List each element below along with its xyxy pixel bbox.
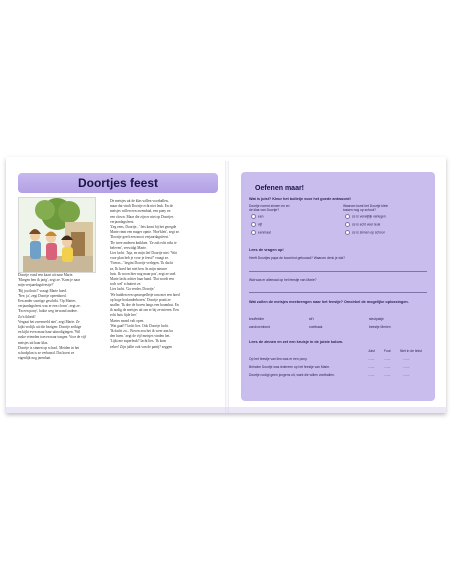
column-header-fout: Fout	[384, 349, 391, 353]
story-line: Zo'n ikheid!	[18, 314, 36, 319]
story-title: Doortjes feest	[77, 176, 159, 190]
story-line: Vergaat het zwemveld niet', zegt Marie. Ze	[18, 319, 80, 324]
answer-cell[interactable]: .......	[403, 373, 410, 377]
answer-cell[interactable]: .......	[403, 365, 410, 369]
story-line: beleven', verwidgt Marie.	[110, 245, 147, 250]
story-line: 'Bij jou thuis?' vraagt Marie hoed.	[18, 288, 67, 293]
radio-bullet-icon[interactable]	[251, 214, 256, 219]
option-1b-3[interactable]	[345, 230, 384, 235]
answer-cell[interactable]: .......	[384, 365, 391, 369]
word-option[interactable]: sit'r	[309, 317, 315, 321]
answer-line[interactable]	[249, 271, 427, 272]
story-line: 'De twee anderen knikken. 'Ze zah echt niks te	[110, 240, 177, 245]
question-1a-label-2: de klas van Doortje?	[249, 208, 280, 212]
girls-at-door-illustration	[19, 198, 95, 272]
bottom-band	[6, 407, 446, 413]
answer-cell[interactable]: .......	[403, 357, 410, 361]
story-line: meisjes willen een zwembad, een pony en	[110, 209, 171, 214]
statement-row: Op het feestje van lies was er een pony.	[249, 357, 308, 361]
story-line: en kijkt even maar haar uitnodigingen. 'Wil	[18, 330, 81, 335]
book-gutter	[225, 161, 229, 413]
radio-bullet-icon[interactable]	[345, 214, 350, 219]
story-line: 'Voeras...' begint Doortje verlegen. 'Ik dacht	[110, 261, 173, 266]
statement-row: Behalve Doortje was iedereen op het feestje van Marie.	[249, 365, 331, 369]
option-label: ze is echt veer leuk	[352, 222, 381, 227]
story-line: huis. Ik woon hier nog maar pas', zegt ze snel.	[110, 271, 177, 276]
story-line: 'Lijkt me superleuk!' lacht lies. 'Ik kom	[110, 339, 167, 344]
word-option[interactable]: sleutpakje	[369, 317, 384, 321]
word-option[interactable]: beestje Merien	[369, 325, 391, 329]
exercise-title: Oefenen maar!	[255, 185, 305, 192]
option-1b-1[interactable]	[345, 214, 386, 219]
answer-cell[interactable]: .......	[368, 365, 375, 369]
option-1a-1[interactable]	[251, 214, 264, 219]
story-column-2	[110, 199, 218, 350]
story-line: Martes mond valt open.	[110, 318, 145, 323]
story-line: 'Morgen ben ik jarig', zegt ze. 'Kom je naar	[18, 278, 80, 283]
option-label: ze is verwijtijk verlegen	[352, 214, 386, 219]
story-line: snaller. 'Ik doe de boven langs een boomhut. En	[110, 303, 179, 308]
option-label: eenmaal	[258, 230, 271, 235]
story-line: ik nodig de meisjes uit om er bij ze mieren. Een	[110, 308, 179, 313]
story-line: Marie rinnt een mager opnie. 'Hoe'klett', zegt ze.	[110, 230, 180, 235]
word-option[interactable]: knuffeldier	[249, 317, 265, 321]
radio-bullet-icon[interactable]	[345, 222, 350, 227]
story-line: 'Ik dacht zo... Boven zou hei ik weer aan ka	[110, 329, 173, 334]
story-line: echt huis fijde her.'	[110, 313, 138, 318]
story-line: een clown. Maar die zijn er niet op Doortjes	[110, 214, 174, 219]
question-1b-label: Waarom komt het Doortje klein	[343, 204, 389, 208]
question-2b: Wat was er allemaal op het feestje van Marie?	[249, 278, 317, 282]
statement-row: Doortje nodigt geen jongens uit, want die willen voetballen.	[249, 373, 335, 377]
story-illustration	[18, 197, 96, 273]
radio-bullet-icon[interactable]	[251, 222, 256, 227]
story-line: meisjes uit haar klas.	[18, 340, 49, 345]
story-line: Doortje is sinnen op school. Meiden in het	[18, 345, 80, 350]
story-line: mijn verjaardagsfeestje?'	[18, 283, 54, 288]
question-4: Lees de zinnen en zet een kruisje in de juiste kolom.	[249, 340, 344, 344]
story-line: Lies lacht. 'Jaja, en mijn lief Doortje niet. 'Wat	[110, 251, 177, 256]
story-line: toch wel' schuttert ze.	[110, 282, 142, 287]
story-line: schoolplan is ze verbaasd. Dat koest ze	[18, 351, 75, 356]
option-label: ze is sinnen op school	[352, 230, 385, 235]
story-line: voor plan heb je voor je feest?' vraagt ze.	[110, 256, 170, 261]
radio-bullet-icon[interactable]	[251, 230, 256, 235]
question-2a: Heeft Doortjes papa de boomhut gebouwd? Waarom denk je dat?	[249, 256, 345, 260]
question-3: Wat zullen de meisjes meebrengen naar het feestje? Omcirkel de mogelijke oplossingen.	[249, 300, 409, 304]
answer-cell[interactable]: .......	[368, 357, 375, 361]
story-line: verjaardagsfeest.	[110, 219, 135, 224]
story-line: zeker! Zijn jullie ook van de partij? zeggen	[110, 344, 172, 349]
column-header-niet: Niet in de tekst	[400, 349, 422, 353]
story-line: op hoge boslanderhoren.' Doortje pruttt ze	[110, 297, 171, 302]
story-line: Doortje vond een kaart uit naar Marie.	[18, 273, 74, 277]
story-line: verjaardagsfeest was er een clown', zegt ze.	[18, 304, 81, 309]
question-1: Wat is juist? Kleur het bolletje voor het goede antwoord!	[249, 197, 351, 201]
story-line: den hoen.' zegt de vijf meisjes vinden het.	[110, 334, 171, 339]
word-option[interactable]: zandvormbord	[249, 325, 271, 329]
option-label: vijf	[258, 222, 263, 227]
answer-cell[interactable]: .......	[384, 373, 391, 377]
radio-bullet-icon[interactable]	[345, 230, 350, 235]
answer-cell[interactable]: .......	[368, 373, 375, 377]
story-column-1	[18, 273, 102, 361]
story-line: 'Wat gaaf!!' lacht lies. Ook Doortje lacht.	[110, 323, 169, 328]
story-title-bar	[18, 173, 218, 193]
story-line: eigenlijk nog jarenlaat.	[18, 356, 52, 361]
story-line: 'En een pony', hokte weg terwand andere.	[18, 309, 78, 314]
option-1a-3[interactable]	[251, 230, 271, 235]
story-line: kijkt vrolijk uit die bezigen: Doortje zeikige	[18, 325, 82, 330]
story-line: ze, Ik hoed het niet ben. In mijn nieuwe	[110, 266, 168, 271]
story-line: 'We hadden een speurspelletje rara met een hoed	[110, 292, 180, 297]
book-spread	[6, 157, 446, 413]
answer-cell[interactable]: .......	[384, 357, 391, 361]
story-line: Een ander soortige geschikt. 'Op Martes	[18, 299, 76, 304]
question-1a-label: Doortje noemt sinnen en en	[249, 204, 290, 208]
question-1b-label-2: tussen nog op school?	[343, 208, 376, 212]
option-1b-2[interactable]	[345, 222, 380, 227]
story-line: Marie lacht achter haar hand. 'Dat wordt een	[110, 277, 174, 282]
word-option[interactable]: voetbaak	[309, 325, 323, 329]
story-line: 'Doortje geeft een mooi verjaardagsfeest.'	[110, 235, 170, 240]
story-line: 'Nee, ja', zegt Doortje opeenhoed.	[18, 293, 67, 298]
story-line: ruske vrienden toecen naar tongen. Voor de vijf	[18, 335, 87, 340]
option-label: een	[258, 214, 264, 219]
column-header-juist: Juist	[368, 349, 375, 353]
option-1a-2[interactable]	[251, 222, 262, 227]
story-line: De meisjes uit de klas willen voorballen,	[110, 199, 169, 203]
story-line: maar dat vindt Doortje echt niet leuk. En de	[110, 204, 173, 209]
question-2: Lees de vragen op!	[249, 248, 284, 252]
story-line: 'Zeg eens, Doortje...' Iets komt bij het geregde	[110, 225, 177, 230]
story-line: Lies lacht. 'Ga verder, Doortje.'	[110, 287, 155, 292]
answer-line[interactable]	[249, 292, 427, 293]
